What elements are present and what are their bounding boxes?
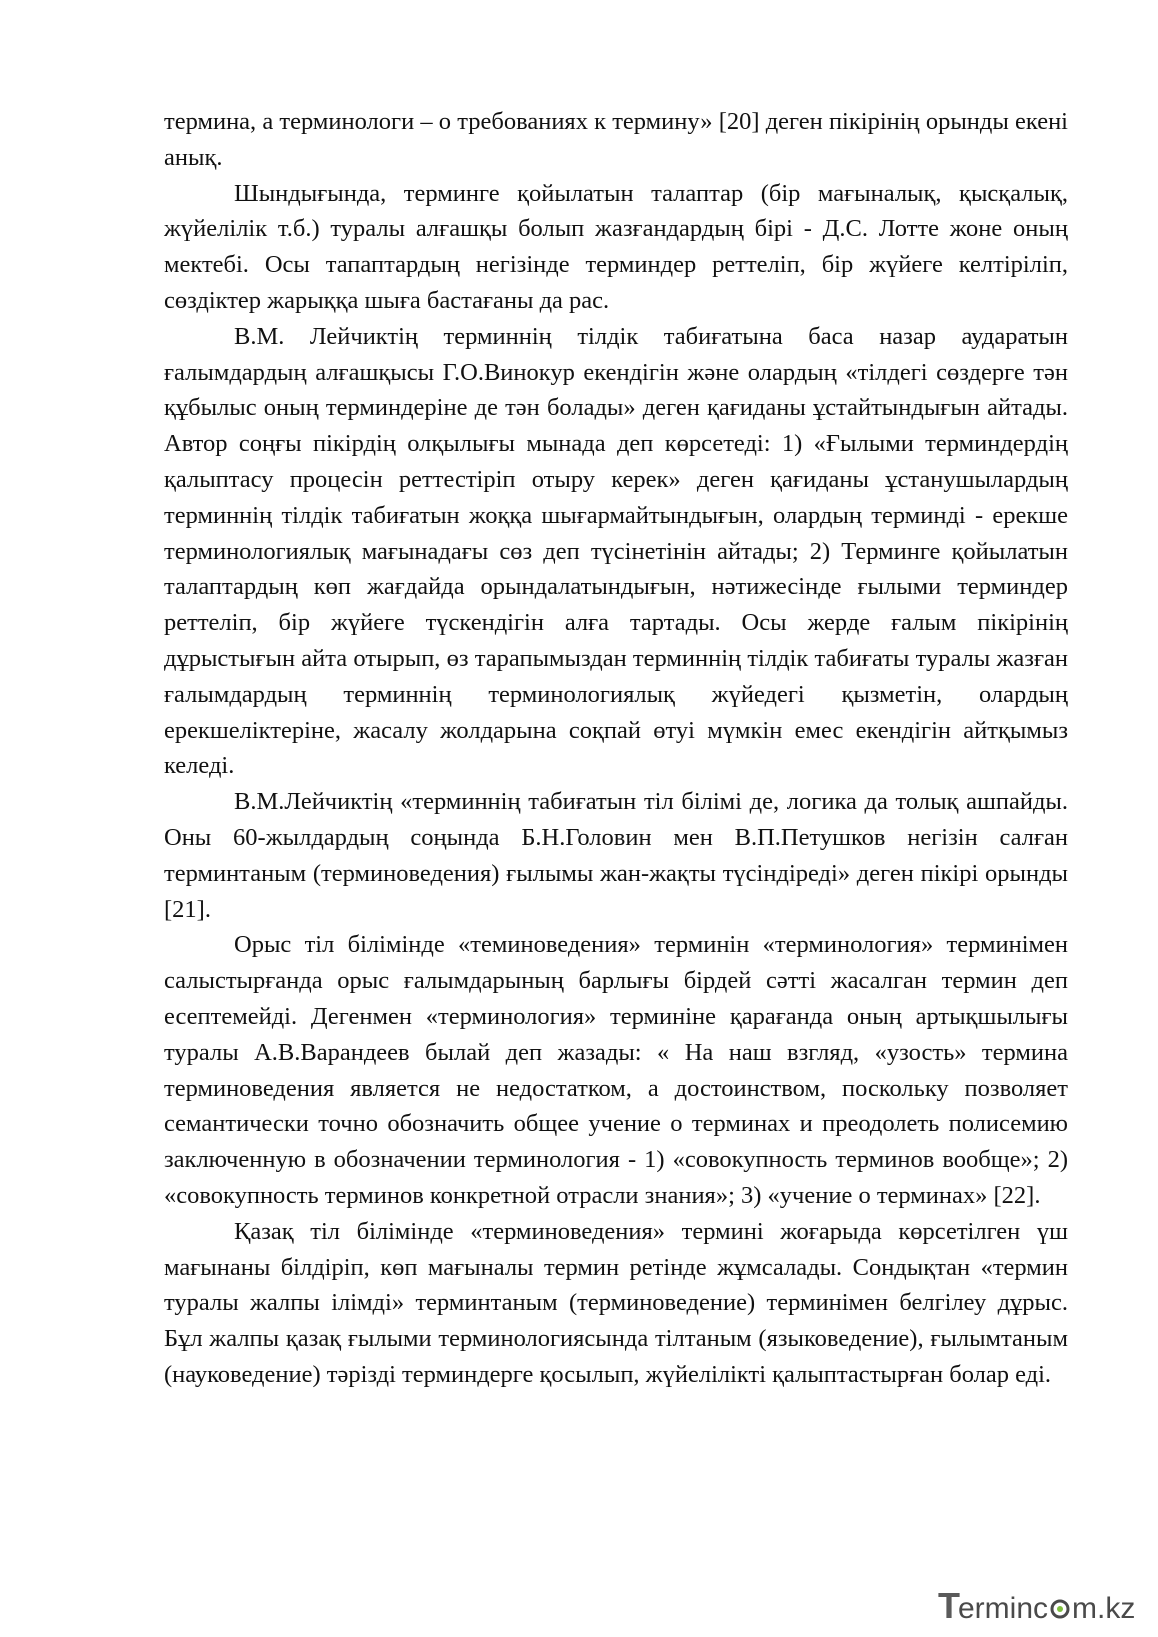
logo-t-mark: T [938,1585,958,1626]
paragraph: Орыс тіл білімінде «теминоведения» терминін «терминология» терминімен салыстырғанда орыс ғалымдарының барлығы бірдей сәтті жасалган термин деп есептемейді. Дегенмен «терминология» терминіне қарағанда оның артықшылығы туралы А.В.Варандеев былай деп жазады: « На наш взгляд, «узость» термина терминоведения является не недостатком, а достоинством, поскольку позволяет семантически точно обозначить общее учение о терминах и преодолеть полисемию заключенную в обозначении терминология - 1) «совокупность терминов вообще»; 2) «совокупность терминов конкретной отрасли знания»; 3) «учение о терминах» [22]. [164,931,1068,1209]
document-body [164,104,1068,1393]
paragraph: В.М.Лейчиктің «терминнің табиғатын тіл білімі де, логика да толық ашпайды. Оны 60-жылдардың соңында Б.Н.Головин мен В.П.Петушков негізін салған терминтаным (терминоведения) ғылымы жан-жақты түсіндіреді» деген пікірі орынды [21]. [164,788,1068,923]
paragraph: В.М. Лейчиктің терминнің тілдік табиғатына баса назар аударатын ғалымдардың алғашқысы Г.О.Винокур екендігін және олардың «тілдегі сөздерге тән құбылыс оның терминдеріне де тән болады» деген қағиданы ұстайтындығын айтады. Автор соңғы пікірдің олқылығы мынада деп көрсетеді: 1) «Ғылыми терминдердің қалыптасу процесін реттестіріп отыру керек» деген қағиданы ұстанушылардың терминнің тілдік табиғатын жоққа шығармайтындығын, олардың терминді - ерекше терминологиялық мағынадағы сөз деп түсінетінін айтады; 2) Терминге қойылатын талаптардың көп жағдайда орындалатындығын, нәтижесінде ғылыми терминдер реттеліп, бір жүйеге түскендігін алға тартады. Осы жерде ғалым пікірінің дұрыстығын айта отырып, өз тарапымыздан терминнің тілдік табиғаты туралы жазған ғалымдардың терминнің терминологиялық жүйедегі қызметін, олардың ерекшеліктеріне, жасалу жолдарына соқпай өтуі мүмкін емес екендігін айтқымыз келеді. [164,322,1068,780]
logo-o-icon [1049,1593,1071,1621]
paragraph: Қазақ тіл білімінде «терминоведения» термині жоғарыда көрсетілген үш мағынаны білдіріп, көп мағыналы термин ретінде жұмсалады. Сондықтан «термин туралы жалпы ілімді» терминтаным (терминоведение) терминімен белгілеу дұрыс. Бұл жалпы қазақ ғылыми терминологиясында тілтаным (языковедение), ғылымтаным (науковедение) тәрізді терминдерге қосылып, жүйелілікті қалыптастырған болар еді. [164,1217,1068,1388]
paragraph: Шындығында, терминге қойылатын талаптар (бір мағыналық, қысқалық, жүйелілік т.б.) туралы алғашқы болып жазғандардың бірі - Д.С. Лотте жоне оның мектебі. Осы тапаптардың негізінде терминдер реттеліп, бір жүйеге келтіріліп, сөздіктер жарыққа шыға бастағаны да рас. [164,179,1068,314]
logo-text: erminc [958,1592,1049,1625]
paragraph-continuation: термина, а терминологи – о требованиях к термину» [20] деген пікірінің орынды екені анық. [164,108,1068,171]
termincom-logo [938,1586,1135,1626]
logo-tail: m.kz [1072,1592,1136,1625]
